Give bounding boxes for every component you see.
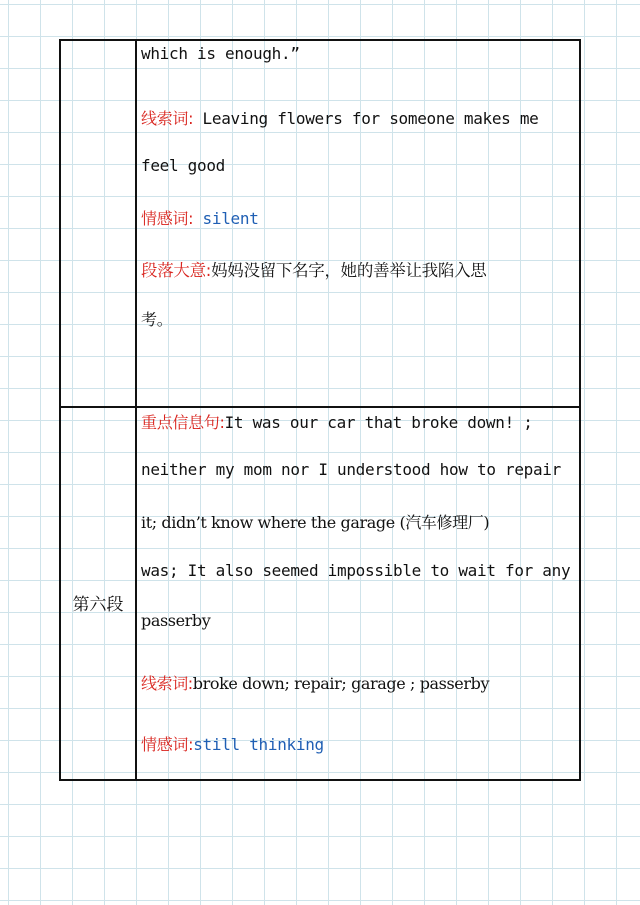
column-divider xyxy=(135,41,137,779)
clue-row-2 xyxy=(141,671,489,694)
emotion-value: silent xyxy=(193,209,259,228)
summary-text: 妈妈没留下名字，她的善举让我陷入思 xyxy=(211,261,487,280)
paragraph-label: 第六段 xyxy=(72,595,124,615)
emotion-row xyxy=(141,206,259,229)
clue-text-continued: feel good xyxy=(141,156,225,175)
key-sentence-label: 重点信息句: xyxy=(141,413,225,432)
key-sentence-row xyxy=(141,410,533,433)
summary-text-continued: 考。 xyxy=(141,310,173,329)
continuation-line: which is enough.” xyxy=(141,44,300,63)
key-sentence-text: It was our car that broke down! ; xyxy=(224,413,533,432)
summary-row xyxy=(141,257,486,281)
key-sentence-line-2: neither my mom nor I understood how to repair xyxy=(141,460,561,479)
emotion-row-2 xyxy=(141,732,324,755)
clue-text-2: broke down; repair; garage ; passerby xyxy=(192,674,490,693)
key-sentence-line-4: was; It also seemed impossible to wait for any xyxy=(141,561,571,580)
emotion-label-2: 情感词: xyxy=(141,735,194,754)
emotion-label: 情感词: xyxy=(141,209,194,228)
emotion-value-2: still thinking xyxy=(193,735,324,754)
clue-label-2: 线索词: xyxy=(141,674,193,693)
summary-label: 段落大意: xyxy=(141,261,212,280)
clue-text: Leaving flowers for someone makes me xyxy=(193,109,539,128)
key-sentence-line-5: passerby xyxy=(141,611,211,630)
clue-row xyxy=(141,106,539,129)
row-divider xyxy=(61,406,579,408)
clue-label: 线索词: xyxy=(141,109,194,128)
key-sentence-line-3: it; didn’t know where the garage (汽车修理厂) xyxy=(141,513,490,532)
